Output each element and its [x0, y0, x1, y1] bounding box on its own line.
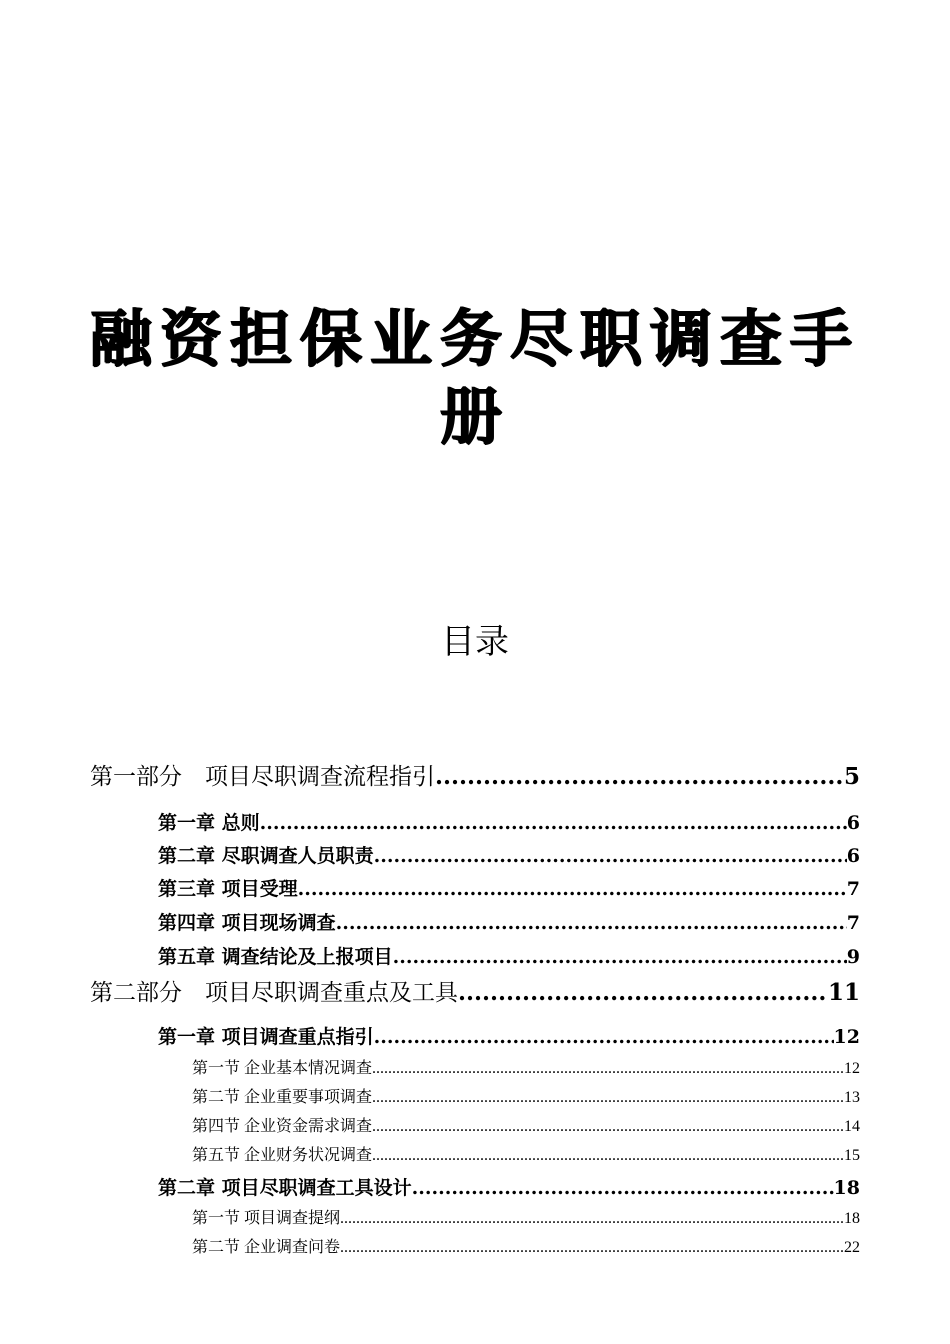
toc-entry-page-number: 22 [844, 1239, 860, 1256]
toc-entry-page-number: 12 [833, 1026, 860, 1048]
toc-dot-leader [435, 762, 844, 792]
toc-dot-leader [372, 1087, 844, 1109]
toc-entry-label: 第四章 项目现场调查 [158, 912, 336, 934]
toc-entry-label: 第一节 企业基本情况调查 [192, 1060, 373, 1077]
toc-entry-label: 第二部分 项目尽职调查重点及工具 [90, 980, 458, 1006]
toc-entry-label: 第四节 企业资金需求调查 [192, 1118, 373, 1135]
toc-entry-page-number: 5 [843, 763, 860, 790]
toc-entry[interactable] [158, 910, 860, 936]
toc-entry-label: 第二章 项目尽职调查工具设计 [158, 1177, 412, 1199]
toc-entry-page-number: 18 [844, 1210, 860, 1227]
toc-entry-label: 第二章 尽职调查人员职责 [158, 845, 374, 867]
toc-entry-label: 第三章 项目受理 [158, 878, 298, 900]
toc-entry[interactable] [158, 810, 860, 836]
toc-entry-page-number: 12 [844, 1060, 860, 1077]
toc-dot-leader [374, 1024, 834, 1050]
toc-entry-page-number: 18 [833, 1177, 860, 1199]
toc-entry-page-number: 6 [846, 845, 860, 867]
toc-entry-label: 第一章 项目调查重点指引 [158, 1026, 374, 1048]
toc-entry-page-number: 15 [844, 1147, 860, 1164]
toc-entry[interactable] [158, 876, 860, 902]
toc-entry-page-number: 14 [844, 1118, 860, 1135]
toc-entry-page-number: 11 [827, 979, 860, 1006]
toc-entry[interactable] [90, 978, 860, 1008]
toc-entry-page-number: 6 [846, 812, 860, 834]
toc-dot-leader [372, 1145, 844, 1167]
toc-entry-label: 第五章 调查结论及上报项目 [158, 946, 393, 968]
toc-entry-page-number: 13 [844, 1089, 860, 1106]
toc-dot-leader [372, 1116, 844, 1138]
toc-dot-leader [340, 1208, 844, 1230]
toc-entry[interactable] [158, 843, 860, 869]
toc-entry[interactable] [158, 1024, 860, 1050]
toc-entry-page-number: 7 [846, 912, 860, 934]
toc-dot-leader [260, 810, 847, 836]
toc-dot-leader [393, 944, 847, 970]
toc-entry-label: 第五节 企业财务状况调查 [192, 1147, 373, 1164]
toc-entry[interactable] [192, 1116, 860, 1138]
toc-dot-leader [298, 876, 847, 902]
toc-dot-leader [458, 978, 828, 1008]
toc-entry[interactable] [192, 1237, 860, 1259]
toc-entry-label: 第二节 企业重要事项调查 [192, 1089, 373, 1106]
toc-entry[interactable] [158, 1175, 860, 1201]
toc-entry-page-number: 7 [846, 878, 860, 900]
toc-entry-page-number: 9 [846, 946, 860, 968]
toc-entry[interactable] [192, 1058, 860, 1080]
toc-entry[interactable] [192, 1145, 860, 1167]
toc-entry-label: 第一节 项目调查提纲 [192, 1210, 341, 1227]
toc-heading: 目录 [441, 622, 509, 662]
toc-entry[interactable] [192, 1087, 860, 1109]
document-title: 融资担保业务尽职调查手册 [90, 302, 861, 453]
toc-dot-leader [372, 1058, 844, 1080]
toc-dot-leader [336, 910, 847, 936]
toc-entry-label: 第一章 总则 [158, 812, 260, 834]
toc-dot-leader [340, 1237, 844, 1259]
toc-entry-label: 第二节 企业调查问卷 [192, 1239, 341, 1256]
toc-entry[interactable] [158, 944, 860, 970]
toc-dot-leader [412, 1175, 834, 1201]
toc-dot-leader [374, 843, 847, 869]
toc-entry[interactable] [192, 1208, 860, 1230]
toc-entry-label: 第一部分 项目尽职调查流程指引 [90, 764, 435, 790]
toc-entry[interactable] [90, 762, 860, 792]
